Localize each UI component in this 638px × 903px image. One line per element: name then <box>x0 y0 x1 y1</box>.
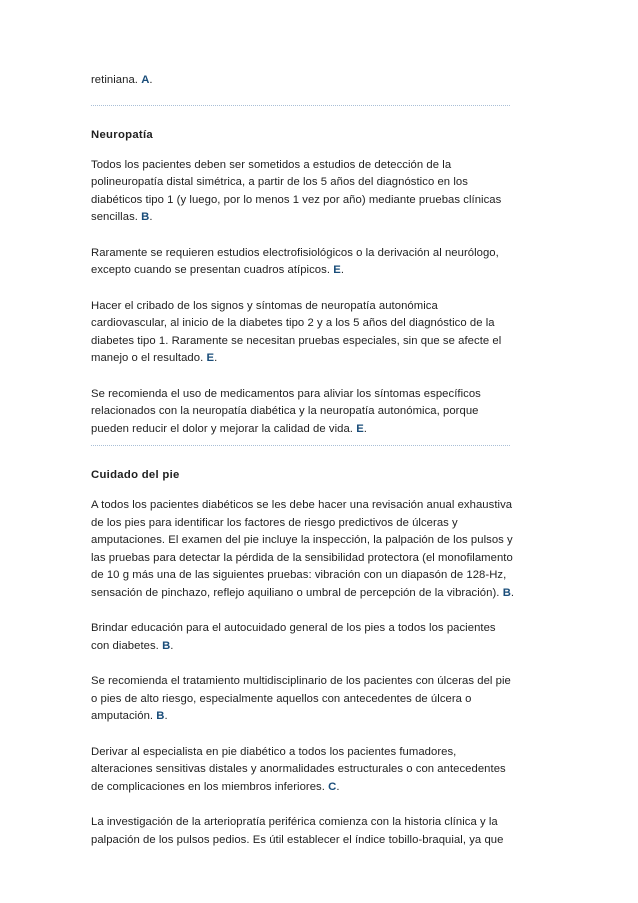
paragraph-end: . <box>170 639 174 652</box>
section-heading-foot-care: Cuidado del pie <box>91 469 180 481</box>
intro-paragraph <box>91 72 516 90</box>
neuropathy-paragraph-1 <box>91 157 516 227</box>
evidence-grade: E <box>206 352 215 364</box>
foot-care-paragraph-1 <box>91 497 516 602</box>
paragraph-end: . <box>214 352 218 364</box>
evidence-grade: B <box>156 710 165 722</box>
paragraph-end: . <box>510 586 515 599</box>
paragraph-text: Derivar al especialista en pie diabético a todos los pacientes fumadores, alteraciones sensitivas distales y anormalidades estructurales o con antecedentes de complicaciones en los miembros inferiores. <box>91 745 506 793</box>
neuropathy-paragraph-3 <box>91 298 516 368</box>
paragraph-end: . <box>340 264 345 276</box>
evidence-grade: A <box>141 74 150 86</box>
evidence-grade: B <box>141 211 150 223</box>
section-separator <box>91 445 510 446</box>
neuropathy-paragraph-4 <box>91 386 516 439</box>
paragraph-text: Se recomienda el uso de medicamentos para aliviar los síntomas específicos relacionados con la neuropatía diabética y la neuropatía autonómica, porque pueden reducir el dolor y mejorar la calidad de vida. <box>91 387 481 435</box>
evidence-grade: E <box>356 422 364 435</box>
neuropathy-paragraph-2 <box>91 245 516 280</box>
paragraph-text: retiniana. <box>91 74 138 86</box>
paragraph-text: Raramente se requieren estudios electrofisiológicos o la derivación al neurólogo, excepto cuando se presentan cuadros atípicos. <box>91 246 499 276</box>
foot-care-paragraph-2 <box>91 620 516 655</box>
foot-care-paragraph-3 <box>91 673 516 726</box>
paragraph-end: . <box>149 211 153 223</box>
section-heading-neuropathy: Neuropatía <box>91 128 154 141</box>
paragraph-text: Se recomienda el tratamiento multidisciplinario de los pacientes con úlceras del pie o pies de alto riesgo, especialmente aquellos con antecedentes de úlcera o amputación. <box>91 675 511 722</box>
paragraph-end: . <box>363 422 367 435</box>
paragraph-end: . <box>164 710 168 722</box>
paragraph-text: La investigación de la arteriopratía periférica comienza con la historia clínica y la palpación de los pulsos pedios. Es útil establecer el índice tobillo-braquial, ya que <box>91 816 504 846</box>
paragraph-text: Brindar educación para el autocuidado general de los pies a todos los pacientes con diabetes. <box>91 622 496 652</box>
foot-care-paragraph-5 <box>91 814 516 849</box>
evidence-grade: E <box>333 264 341 276</box>
paragraph-text: Hacer el cribado de los signos y síntomas de neuropatía autonómica cardiovascular, al inicio de la diabetes tipo 2 y a los 5 años del diagnóstico de la diabetes tipo 1. Raramente se necesitan pruebas especiales, sin que se afecte el manejo o el resultado. <box>91 299 502 364</box>
evidence-grade: B <box>502 586 511 599</box>
foot-care-paragraph-4 <box>91 744 516 797</box>
paragraph-end: . <box>336 780 340 793</box>
evidence-grade: C <box>328 780 337 793</box>
document-page <box>91 72 516 849</box>
section-separator <box>91 105 510 106</box>
paragraph-text: Todos los pacientes deben ser sometidos a estudios de detección de la polineuropatía distal simétrica, a partir de los 5 años del diagnóstico en los diabéticos tipo 1 (y luego, por lo menos 1 vez por año) mediante pruebas clínicas sencillas. <box>91 158 502 223</box>
paragraph-text: A todos los pacientes diabéticos se les debe hacer una revisación anual exhaustiva de los pies para identificar los factores de riesgo predictivos de úlceras y amputaciones. El examen del pie incluye la inspección, la palpación de los pulsos y las pruebas para detectar la pérdida de la sensibilidad protectora (el monofilamento de 10 g más una de las siguientes pruebas: vibración con un diapasón de 128-Hz, sensación de pinchazo, reflejo aquiliano o umbral de percepción de la vibración). <box>91 499 513 599</box>
evidence-grade: B <box>162 639 171 652</box>
paragraph-end: . <box>149 74 153 86</box>
